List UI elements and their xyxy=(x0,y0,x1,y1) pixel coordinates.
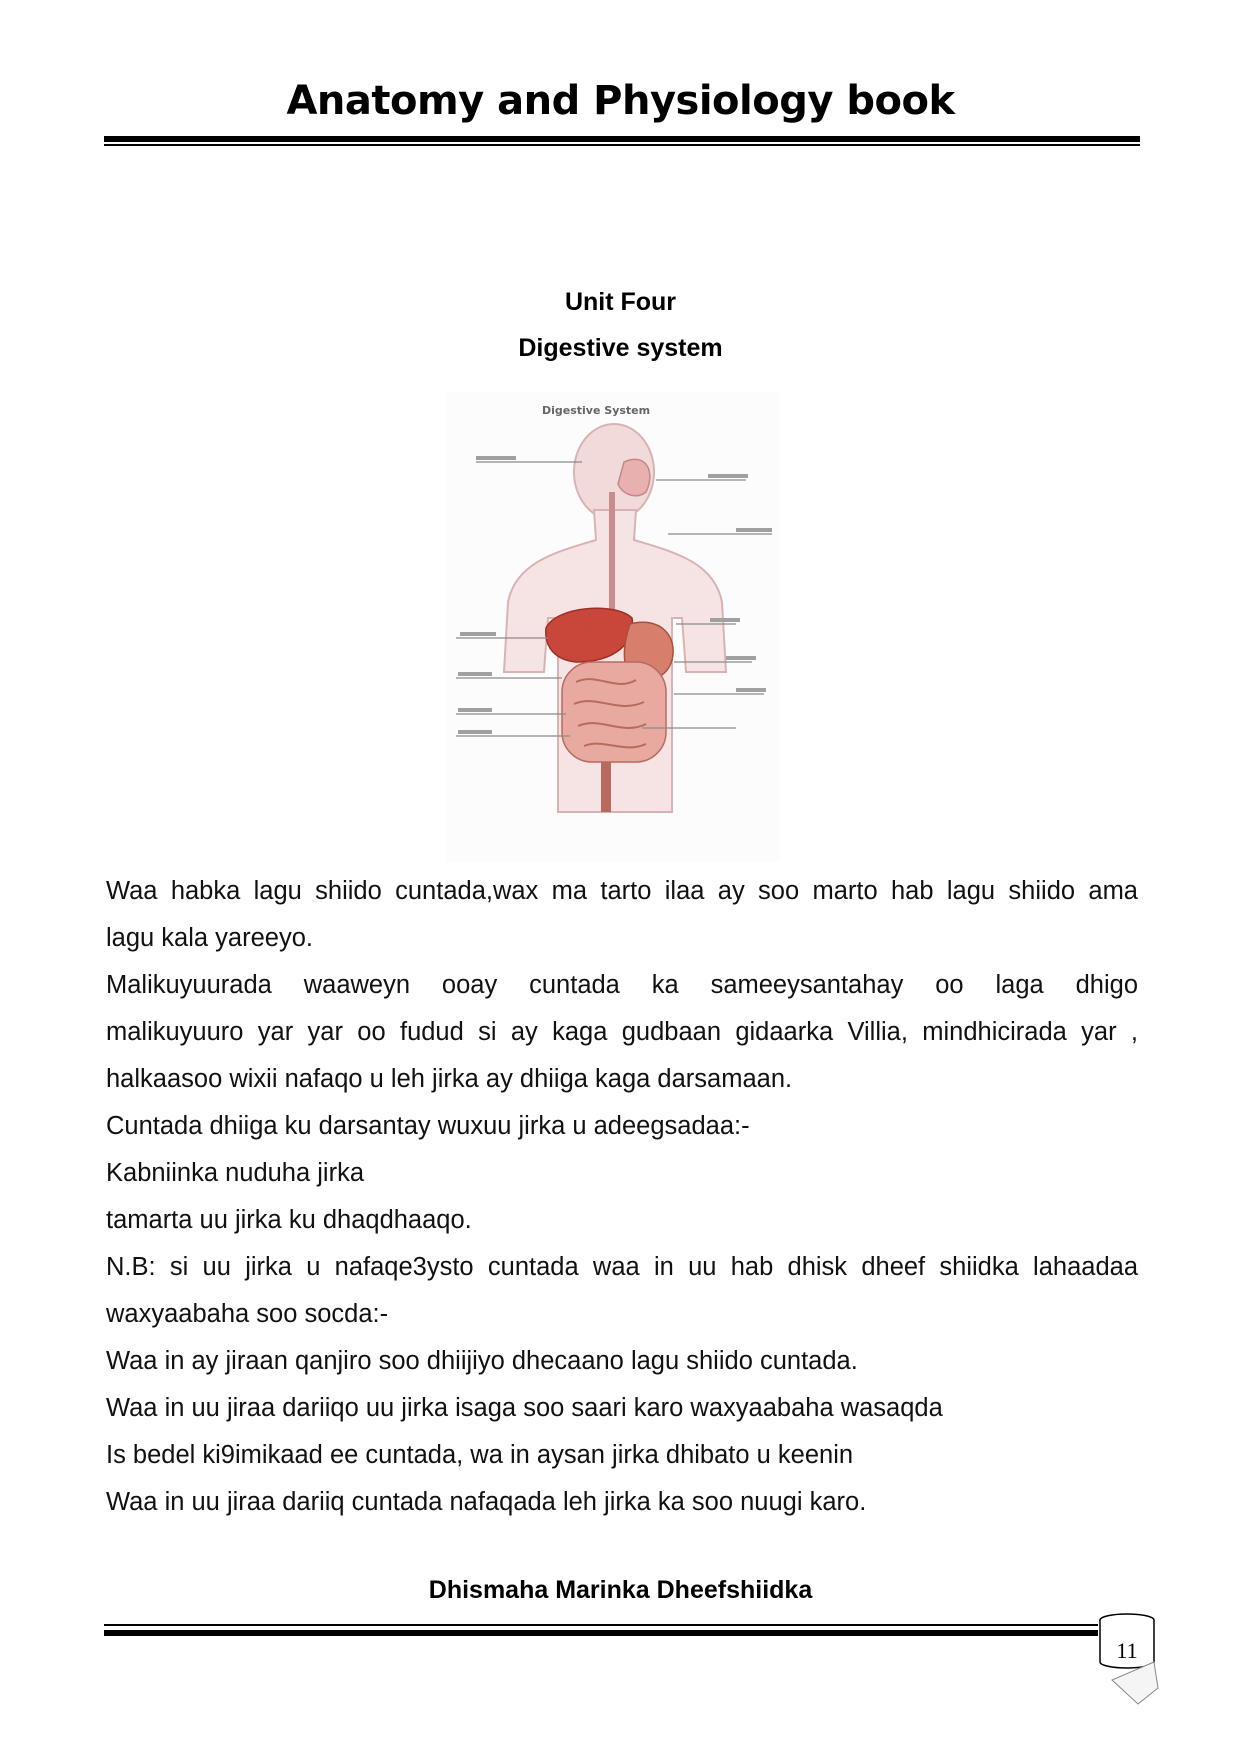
book-title: Anatomy and Physiology book xyxy=(286,78,955,124)
digestive-system-illustration-icon xyxy=(446,392,780,862)
paragraph-line: Waa habka lagu shiido cuntada,wax ma tarto ilaa ay soo marto hab lagu shiido ama xyxy=(106,877,1138,905)
section-heading: Dhismaha Marinka Dheefshiidka xyxy=(428,1576,813,1604)
paragraph-line: Kabniinka nuduha jirka xyxy=(106,1159,365,1187)
paragraph-line: Is bedel ki9imikaad ee cuntada, wa in aysan jirka dhibato u keenin xyxy=(106,1441,854,1469)
digestive-system-figure xyxy=(446,392,780,862)
paragraph-line: Waa in uu jiraa dariiq cuntada nafaqada leh jirka ka soo nuugi karo. xyxy=(106,1488,867,1516)
unit-subtitle: Digestive system xyxy=(518,334,723,362)
page-number: 11 xyxy=(1116,1638,1138,1663)
paragraph-line: waxyaabaha soo socda:- xyxy=(106,1300,389,1328)
body-text xyxy=(106,868,1138,1526)
header-rule-thick xyxy=(104,136,1140,142)
header-rule-thin xyxy=(104,144,1140,146)
paragraph-line: N.B: si uu jirka u nafaqe3ysto cuntada waa in uu hab dhisk dheef shiidka lahaadaa xyxy=(106,1253,1138,1281)
paragraph-line: tamarta uu jirka ku dhaqdhaaqo. xyxy=(106,1206,472,1234)
paragraph-line: Malikuyuurada waaweyn ooay cuntada ka sameeysantahay oo laga dhigo xyxy=(106,971,1138,999)
paragraph-line: Waa in uu jiraa dariiqo uu jirka isaga soo saari karo waxyaabaha wasaqda xyxy=(106,1394,943,1422)
footer-rule-thin xyxy=(104,1624,1098,1626)
paragraph-line: halkaasoo wixii nafaqo u leh jirka ay dhiiga kaga darsamaan. xyxy=(106,1065,793,1093)
figure-caption: Digestive System xyxy=(542,404,651,417)
paragraph-line: lagu kala yareeyo. xyxy=(106,924,313,952)
paragraph-line: Cuntada dhiiga ku darsantay wuxuu jirka u adeegsadaa:- xyxy=(106,1112,750,1140)
paragraph-line: Waa in ay jiraan qanjiro soo dhiijiyo dhecaano lagu shiido cuntada. xyxy=(106,1347,858,1375)
paragraph-line: malikuyuuro yar yar oo fudud si ay kaga gudbaan gidaarka Villia, mindhicirada yar , xyxy=(106,1018,1138,1046)
footer-rule-thick xyxy=(104,1630,1098,1636)
unit-title: Unit Four xyxy=(564,288,677,316)
